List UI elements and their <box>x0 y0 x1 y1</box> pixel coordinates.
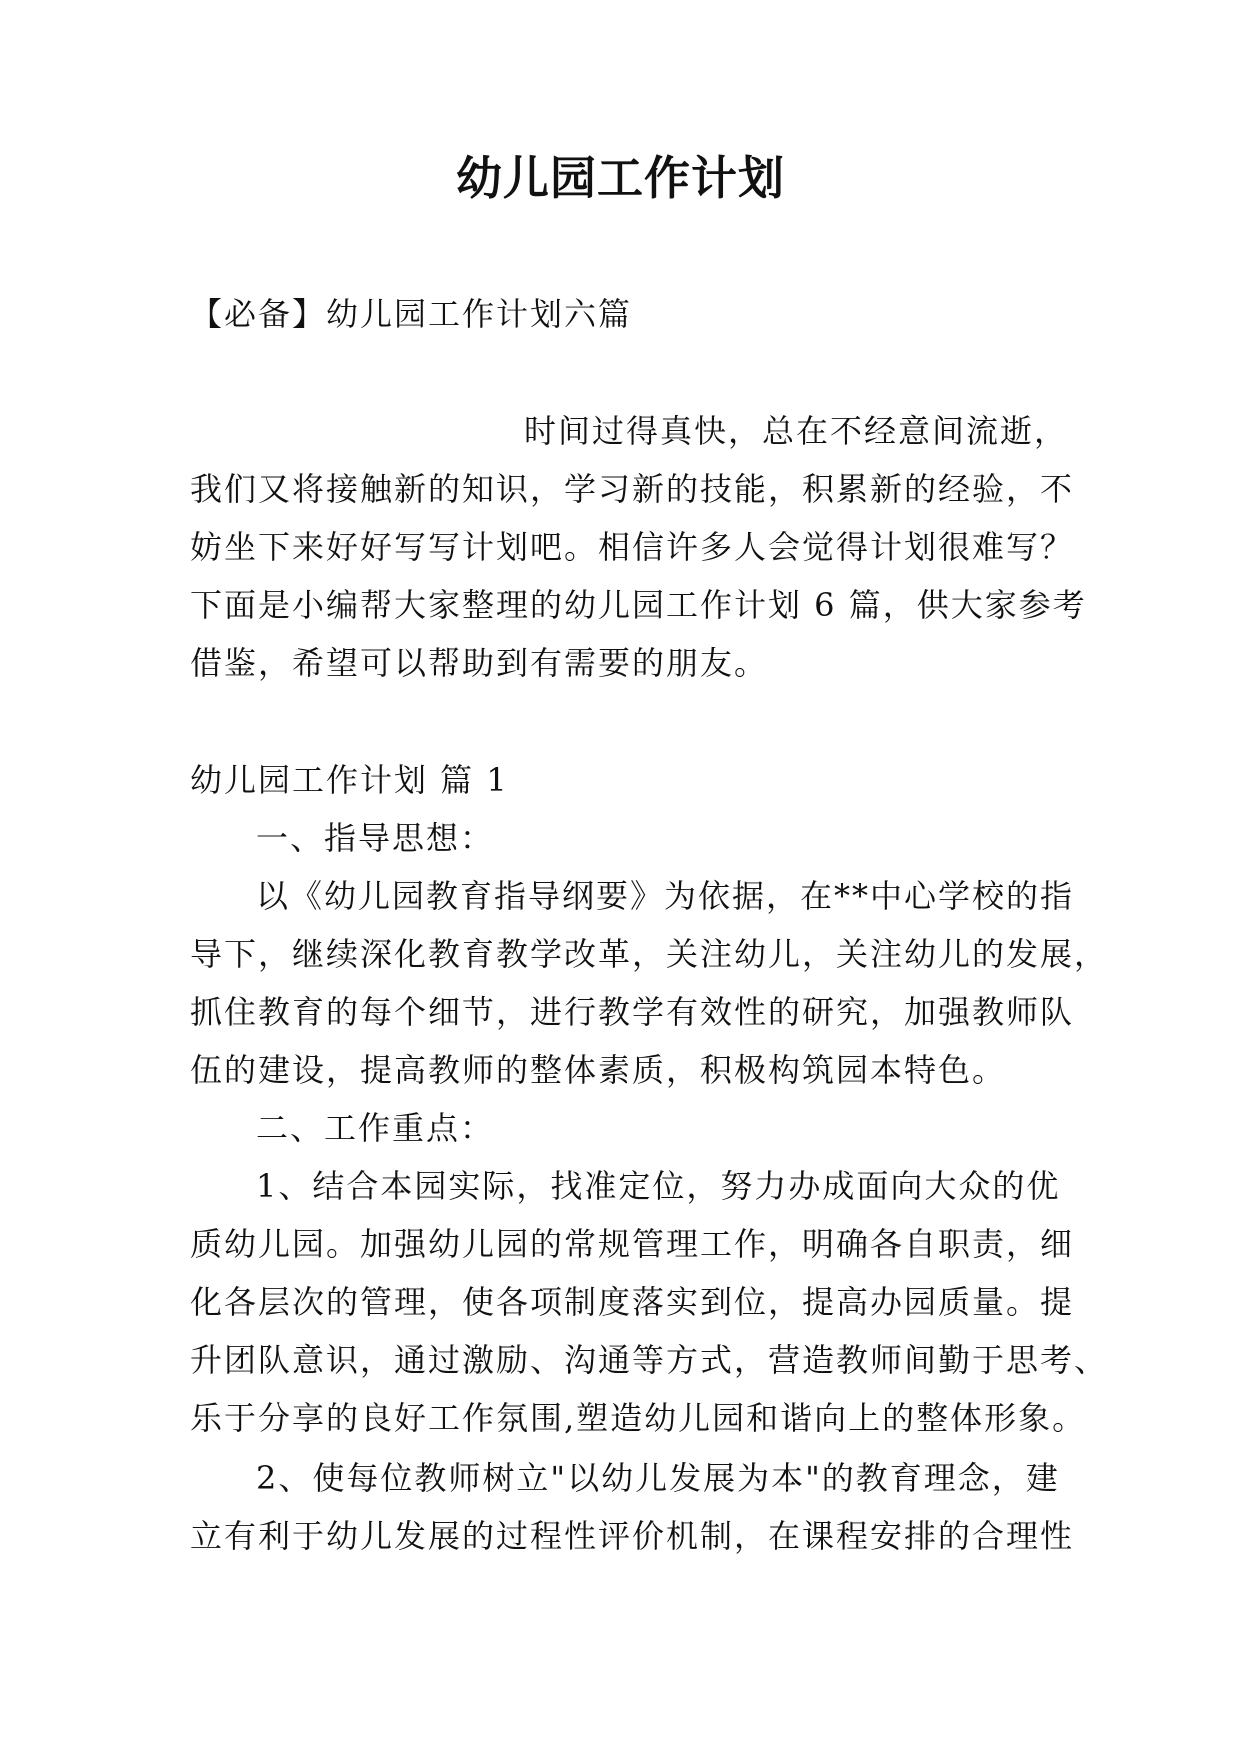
intro-line: 我们又将接触新的知识，学习新的技能，积累新的经验，不 <box>190 470 1075 508</box>
paragraph-line: 立有利于幼儿发展的过程性评价机制，在课程安排的合理性 <box>190 1517 1075 1555</box>
intro-line: 借鉴，希望可以帮助到有需要的朋友。 <box>190 644 769 682</box>
paragraph-line: 以《幼儿园教育指导纲要》为依据，在**中心学校的指 <box>256 877 1075 915</box>
section-heading: 幼儿园工作计划 篇 1 <box>190 761 509 799</box>
document-subtitle: 【必备】幼儿园工作计划六篇 <box>190 295 633 333</box>
paragraph-line: 抓住教育的每个细节，进行教学有效性的研究，加强教师队 <box>190 993 1075 1031</box>
paragraph-line: 乐于分享的良好工作氛围,塑造幼儿园和谐向上的整体形象。 <box>190 1399 1087 1437</box>
paragraph-line: 升团队意识，通过激励、沟通等方式，营造教师间勤于思考、 <box>190 1341 1109 1379</box>
paragraph-line: 质幼儿园。加强幼儿园的常规管理工作，明确各自职责，细 <box>190 1225 1075 1263</box>
paragraph-line: 2、使每位教师树立"以幼儿发展为本"的教育理念，建 <box>256 1459 1060 1497</box>
paragraph-line: 1、结合本园实际，找准定位，努力办成面向大众的优 <box>256 1167 1061 1205</box>
heading-work-focus: 二、工作重点： <box>256 1109 495 1147</box>
paragraph-line: 导下，继续深化教育教学改革，关注幼儿，关注幼儿的发展， <box>190 935 1109 973</box>
paragraph-line: 化各层次的管理，使各项制度落实到位，提高办园质量。提 <box>190 1283 1075 1321</box>
document-title: 幼儿园工作计划 <box>456 151 785 205</box>
intro-line: 时间过得真快，总在不经意间流逝， <box>524 412 1069 450</box>
intro-line: 下面是小编帮大家整理的幼儿园工作计划 6 篇，供大家参考 <box>190 586 1087 624</box>
intro-line: 妨坐下来好好写写计划吧。相信许多人会觉得计划很难写？ <box>190 528 1075 566</box>
paragraph-line: 伍的建设，提高教师的整体素质，积极构筑园本特色。 <box>190 1051 1007 1089</box>
heading-guiding-ideology: 一、指导思想： <box>256 819 495 857</box>
